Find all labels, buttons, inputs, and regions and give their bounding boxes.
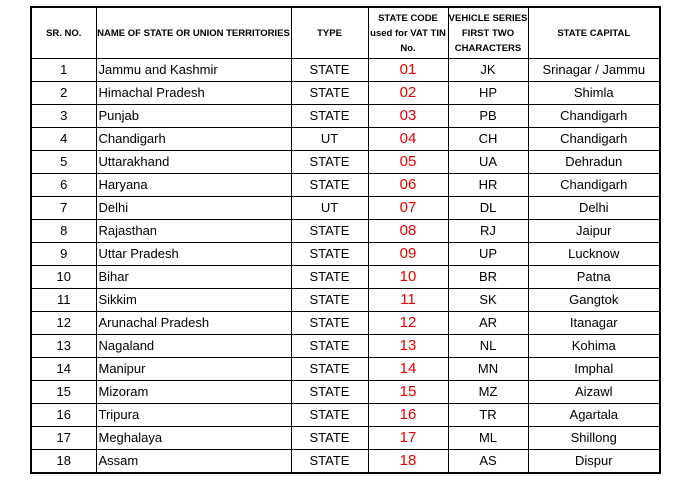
state-code-cell: 03 [368,105,448,128]
state-capital-cell: Chandigarh [528,105,660,128]
vehicle-series-cell: CH [448,128,528,151]
state-capital-cell: Shillong [528,427,660,450]
header-vehicle-series: VEHICLE SERIES FIRST TWO CHARACTERS [448,7,528,59]
type-cell: STATE [291,243,368,266]
state-code-cell: 07 [368,197,448,220]
sr-no-cell: 13 [31,335,96,358]
state-name-cell: Bihar [96,266,291,289]
state-name-cell: Jammu and Kashmir [96,59,291,82]
type-cell: STATE [291,404,368,427]
table-row [31,381,660,404]
type-cell: STATE [291,59,368,82]
sr-no-cell: 3 [31,105,96,128]
table-row [31,312,660,335]
type-cell: STATE [291,151,368,174]
vehicle-series-cell: TR [448,404,528,427]
state-name-cell: Tripura [96,404,291,427]
sr-no-cell: 7 [31,197,96,220]
state-name-cell: Arunachal Pradesh [96,312,291,335]
state-capital-cell: Agartala [528,404,660,427]
state-capital-cell: Gangtok [528,289,660,312]
state-capital-cell: Delhi [528,197,660,220]
table-row [31,404,660,427]
sr-no-cell: 16 [31,404,96,427]
state-code-cell: 14 [368,358,448,381]
type-cell: STATE [291,381,368,404]
state-code-cell: 11 [368,289,448,312]
state-capital-cell: Dehradun [528,151,660,174]
state-codes-sheet [30,6,661,474]
header-state-name: NAME OF STATE OR UNION TERRITORIES [96,7,291,59]
vehicle-series-cell: NL [448,335,528,358]
type-cell: STATE [291,289,368,312]
state-capital-cell: Aizawl [528,381,660,404]
state-name-cell: Chandigarh [96,128,291,151]
state-name-cell: Haryana [96,174,291,197]
state-capital-cell: Lucknow [528,243,660,266]
table-row [31,174,660,197]
type-cell: STATE [291,312,368,335]
sr-no-cell: 18 [31,450,96,474]
state-code-cell: 06 [368,174,448,197]
state-code-cell: 13 [368,335,448,358]
state-capital-cell: Kohima [528,335,660,358]
sr-no-cell: 10 [31,266,96,289]
sr-no-cell: 8 [31,220,96,243]
state-capital-cell: Jaipur [528,220,660,243]
state-code-cell: 12 [368,312,448,335]
state-code-cell: 17 [368,427,448,450]
table-row [31,450,660,474]
sr-no-cell: 5 [31,151,96,174]
state-name-cell: Sikkim [96,289,291,312]
table-row [31,243,660,266]
vehicle-series-cell: MN [448,358,528,381]
state-name-cell: Mizoram [96,381,291,404]
state-capital-cell: Dispur [528,450,660,474]
type-cell: STATE [291,358,368,381]
header-state-code: STATE CODE used for VAT TIN No. [368,7,448,59]
sr-no-cell: 12 [31,312,96,335]
state-name-cell: Meghalaya [96,427,291,450]
sr-no-cell: 14 [31,358,96,381]
sr-no-cell: 6 [31,174,96,197]
state-name-cell: Himachal Pradesh [96,82,291,105]
type-cell: STATE [291,427,368,450]
sr-no-cell: 2 [31,82,96,105]
sr-no-cell: 15 [31,381,96,404]
state-code-cell: 15 [368,381,448,404]
vehicle-series-cell: UP [448,243,528,266]
vehicle-series-cell: HP [448,82,528,105]
type-cell: UT [291,197,368,220]
table-row [31,197,660,220]
type-cell: STATE [291,105,368,128]
vehicle-series-cell: ML [448,427,528,450]
state-code-cell: 10 [368,266,448,289]
sr-no-cell: 11 [31,289,96,312]
table-row [31,358,660,381]
vehicle-series-cell: RJ [448,220,528,243]
type-cell: STATE [291,266,368,289]
state-name-cell: Punjab [96,105,291,128]
table-row [31,82,660,105]
state-name-cell: Uttarakhand [96,151,291,174]
vehicle-series-cell: JK [448,59,528,82]
state-name-cell: Nagaland [96,335,291,358]
table-header [31,7,660,59]
type-cell: STATE [291,335,368,358]
type-cell: STATE [291,450,368,474]
sr-no-cell: 9 [31,243,96,266]
state-capital-cell: Imphal [528,358,660,381]
state-code-cell: 01 [368,59,448,82]
state-capital-cell: Chandigarh [528,174,660,197]
table-row [31,427,660,450]
state-capital-cell: Itanagar [528,312,660,335]
header-type: TYPE [291,7,368,59]
table-row [31,289,660,312]
vehicle-series-cell: BR [448,266,528,289]
state-code-cell: 04 [368,128,448,151]
vehicle-series-cell: PB [448,105,528,128]
state-name-cell: Manipur [96,358,291,381]
table-row [31,59,660,82]
vehicle-series-cell: AR [448,312,528,335]
table-row [31,105,660,128]
type-cell: UT [291,128,368,151]
header-state-capital: STATE CAPITAL [528,7,660,59]
table-row [31,151,660,174]
table-row [31,220,660,243]
sr-no-cell: 4 [31,128,96,151]
vehicle-series-cell: AS [448,450,528,474]
vehicle-series-cell: UA [448,151,528,174]
table-row [31,266,660,289]
sr-no-cell: 1 [31,59,96,82]
vehicle-series-cell: MZ [448,381,528,404]
state-code-cell: 18 [368,450,448,474]
type-cell: STATE [291,220,368,243]
state-name-cell: Uttar Pradesh [96,243,291,266]
vehicle-series-cell: HR [448,174,528,197]
state-code-cell: 02 [368,82,448,105]
table-row [31,335,660,358]
state-code-cell: 09 [368,243,448,266]
state-name-cell: Rajasthan [96,220,291,243]
state-codes-table [30,6,661,474]
state-code-cell: 08 [368,220,448,243]
type-cell: STATE [291,174,368,197]
state-code-cell: 16 [368,404,448,427]
type-cell: STATE [291,82,368,105]
vehicle-series-cell: DL [448,197,528,220]
state-name-cell: Assam [96,450,291,474]
state-capital-cell: Chandigarh [528,128,660,151]
header-row [31,7,660,59]
header-sr-no: SR. NO. [31,7,96,59]
state-name-cell: Delhi [96,197,291,220]
vehicle-series-cell: SK [448,289,528,312]
sr-no-cell: 17 [31,427,96,450]
state-capital-cell: Shimla [528,82,660,105]
state-code-cell: 05 [368,151,448,174]
table-row [31,128,660,151]
state-capital-cell: Patna [528,266,660,289]
state-capital-cell: Srinagar / Jammu [528,59,660,82]
table-body [31,59,660,474]
